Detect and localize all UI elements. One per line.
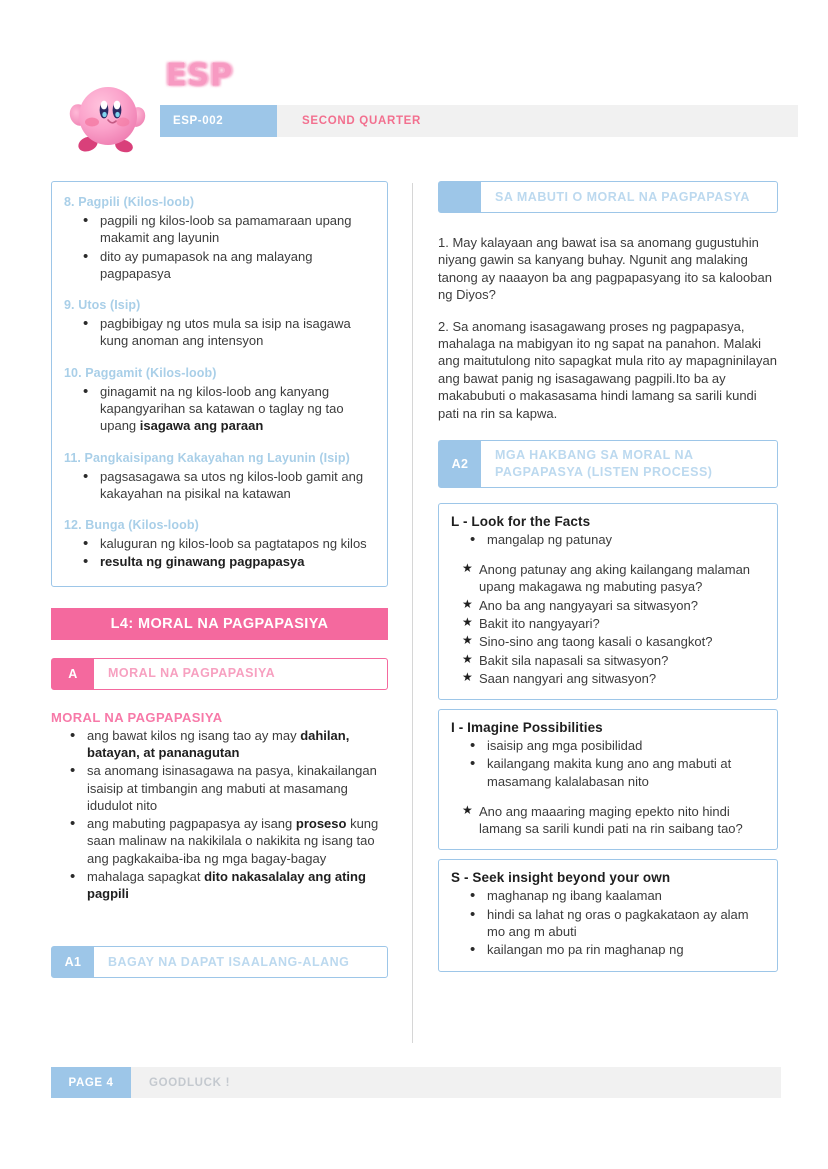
process-bullets <box>451 887 767 958</box>
outline-heading-8: 8. Pagpili (Kilos-loob) <box>64 195 195 209</box>
section-a2-header <box>438 440 778 488</box>
outline-heading-12: 12. Bunga (Kilos-loob) <box>64 518 199 533</box>
section-a1-badge: A1 <box>52 947 94 977</box>
header-quarter-label: SECOND QUARTER <box>302 115 422 127</box>
outline-heading-9: 9. Utos (Isip) <box>64 298 141 313</box>
list-item: ★ Ano ba ang nangyayari sa sitwasyon? <box>479 597 767 614</box>
list-item: • isaisip ang mga posibilidad <box>487 737 767 754</box>
subsection-list <box>51 727 388 903</box>
list-item: • hindi sa lahat ng oras o pagkakataon ay alam mo ang m abuti <box>487 906 767 941</box>
right-heading-badge <box>439 182 481 212</box>
outline-heading-10: 10. Paggamit (Kilos-loob) <box>64 365 217 380</box>
page-header <box>0 0 828 160</box>
process-heading: L - Look for the Facts <box>451 513 591 529</box>
section-a-header <box>51 658 388 690</box>
outline-box <box>51 181 388 587</box>
process-heading: S - Seek insight beyond your own <box>451 870 671 886</box>
right-column <box>438 181 778 972</box>
list-item: ★ Sino-sino ang taong kasali o kasangkot? <box>479 633 767 650</box>
header-bar <box>160 105 798 137</box>
outline-heading-11: 11. Pangkaisipang Kakayahan ng Layunin (Isip) <box>64 450 350 465</box>
process-box-seek <box>438 859 778 971</box>
spacer <box>451 791 767 803</box>
list-item: • kailangan mo pa rin maghanap ng <box>487 941 767 958</box>
esp-logo: ESP <box>166 58 234 93</box>
list-item: • ang bawat kilos ng isang tao ay may dahilan, batayan, at pananagutan <box>87 727 388 762</box>
list-item: • resulta ng ginawang pagpapasya <box>100 553 373 570</box>
list-item: • pagpili ng kilos-loob sa pamamaraan upang makamit ang layunin <box>100 212 373 247</box>
list-item: • maghanap ng ibang kaalaman <box>487 887 767 904</box>
list-item: • ginagamit na ng kilos-loob ang kanyang kapangyarihan sa katawan o taglay ng tao upang isagawa ang paraan <box>100 383 373 435</box>
kirby-mascot-icon <box>66 72 150 156</box>
outline-list-9 <box>64 315 373 350</box>
paragraph-2: 2. Sa anomang isasagawang proses ng pagpapasya, mahalaga na mabigyan ito ng sapat na panahon. Malaki ang maitutulong nito sapagkat mula rito ay mapagninilayan ang bawat panig ng isasagawang pagpili.Ito ba ay makabubuti o makasasama hindi lamang sa sarili kundi pati na rin sa kapwa. <box>438 318 777 421</box>
list-item: ★ Anong patunay ang aking kailangang malaman upang makagawa ng mabuting pasya? <box>479 561 767 596</box>
outline-list-10 <box>64 383 373 435</box>
section-a2-badge: A2 <box>439 441 481 487</box>
list-item: • kaluguran ng kilos-loob sa pagtatapos ng kilos <box>100 535 373 552</box>
list-item: • pagbibigay ng utos mula sa isip na isagawa kung anoman ang intensyon <box>100 315 373 350</box>
section-a-title: MORAL NA PAGPAPASIYA <box>108 666 276 681</box>
page-footer <box>51 1067 781 1098</box>
process-box-imagine <box>438 709 778 850</box>
list-item: • kailangang makita kung ano ang mabuti at masamang kalalabasan nito <box>487 755 767 790</box>
list-item: • sa anomang isinasagawa na pasya, kinakailangan isaisip at timbangin ang mabuti at masamang idudulot nito <box>87 762 388 814</box>
process-box-look <box>438 503 778 700</box>
outline-list-11 <box>64 468 373 503</box>
outline-list-12 <box>64 535 373 571</box>
right-heading-title: SA MABUTI O MORAL NA PAGPAPASYA <box>495 189 750 204</box>
list-item: ★ Saan nangyari ang sitwasyon? <box>479 670 767 687</box>
process-stars <box>451 561 767 687</box>
left-column <box>51 181 388 978</box>
section-a2-title: MGA HAKBANG SA MORAL NA PAGPAPASYA (LISTEN PROCESS) <box>495 448 713 479</box>
lesson-banner: L4: MORAL NA PAGPAPASIYA <box>51 608 388 640</box>
list-item: • mangalap ng patunay <box>487 531 767 548</box>
footer-note: GOODLUCK ! <box>149 1076 231 1089</box>
list-item: ★ Ano ang maaaring maging epekto nito hindi lamang sa sarili kundi pati na rin saibang tao? <box>479 803 767 838</box>
header-code-badge: ESP-002 <box>160 105 277 137</box>
section-a1-title: BAGAY NA DAPAT ISAALANG-ALANG <box>108 955 350 970</box>
footer-page-badge: PAGE 4 <box>51 1067 131 1098</box>
subsection-heading: MORAL NA PAGPAPASIYA <box>51 709 223 725</box>
spacer <box>451 549 767 561</box>
list-item: • dito ay pumapasok na ang malayang pagpapasya <box>100 248 373 283</box>
outline-list-8 <box>64 212 373 282</box>
paragraph-1: 1. May kalayaan ang bawat isa sa anomang gugustuhin niyang gawin sa kanyang buhay. Ngunit ang malaking tanong ay naaayon ba ang pagpapasyang ito sa kalooban ng Diyos? <box>438 235 772 303</box>
list-item: • mahalaga sapagkat dito nakasalalay ang ating pagpili <box>87 868 388 903</box>
right-heading-box <box>438 181 778 213</box>
list-item: • pagsasagawa sa utos ng kilos-loob gamit ang kakayahan na pisikal na katawan <box>100 468 373 503</box>
section-a1-header <box>51 946 388 978</box>
list-item: ★ Bakit sila napasali sa sitwasyon? <box>479 652 767 669</box>
list-item: ★ Bakit ito nangyayari? <box>479 615 767 632</box>
right-paragraphs <box>438 234 778 422</box>
process-heading: I - Imagine Possibilities <box>451 720 603 736</box>
section-a-badge: A <box>52 659 94 689</box>
column-divider <box>412 183 413 1043</box>
process-stars <box>451 803 767 838</box>
list-item: • ang mabuting pagpapasya ay isang proseso kung saan malinaw na nakikilala o nakikita ng isang tao ang pagkakaiba-iba ng mga bagay-bagay <box>87 815 388 867</box>
process-bullets <box>451 737 767 790</box>
process-bullets <box>451 531 767 548</box>
